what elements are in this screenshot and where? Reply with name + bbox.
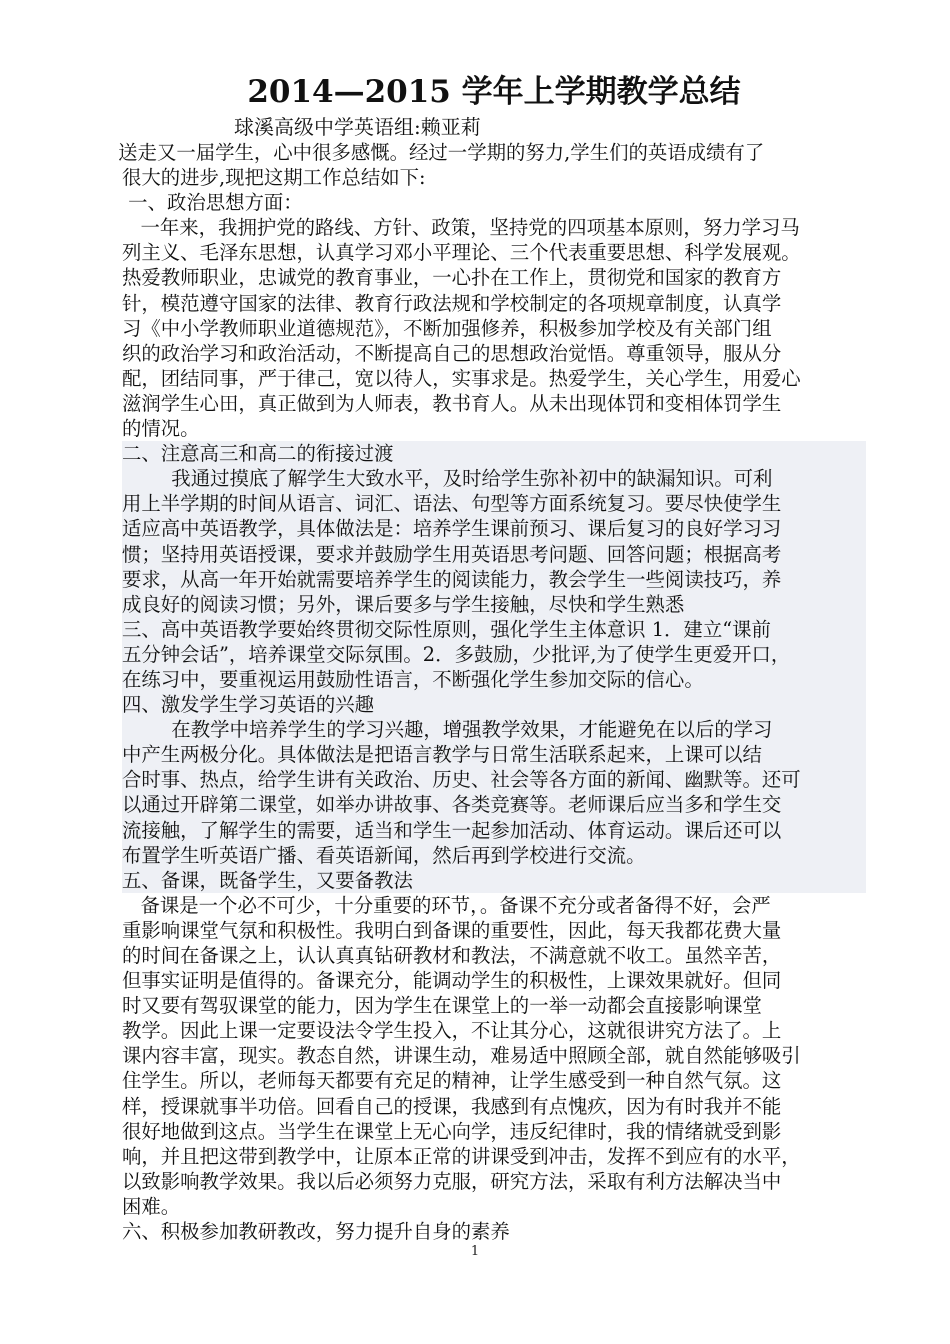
document-author: 球溪高级中学英语组:赖亚莉 (234, 115, 481, 139)
section5-line: 教学。因此上课一定要设法令学生投入，不让其分心，这就很讲究方法了。上 (122, 1019, 782, 1043)
section5-line: 备课是一个必不可少，十分重要的环节，。备课不充分或者备得不好，会严 (122, 893, 771, 917)
section4-line: 流接触，了解学生的需要，适当和学生一起参加活动、体育运动。课后还可以 (122, 818, 866, 843)
section-heading: 一、政治思想方面： (122, 191, 303, 215)
section-heading: 四、激发学生学习英语的兴趣 (122, 692, 866, 717)
section5-line: 以致影响教学效果。我以后必须努力克服，研究方法，采取有利方法解决当中 (122, 1169, 782, 1193)
section4-line: 布置学生听英语广播、看英语新闻，然后再到学校进行交流。 (122, 843, 866, 868)
section1-line: 习《中小学教师职业道德规范》，不断加强修养，积极参加学校及有关部门组 (122, 316, 772, 340)
section3-line: 五分钟会话”，培养课堂交际氛围。2．多鼓励，少批评,为了使学生更爱开口， (122, 642, 866, 667)
section3-line: 三、高中英语教学要始终贯彻交际性原则，强化学生主体意识 1．建立“课前 (122, 617, 866, 642)
section5-line: 课内容丰富，现实。教态自然，讲课生动，难易适中照顾全部，就自然能够吸引 (122, 1044, 801, 1068)
section-heading: 六、积极参加教研教改，努力提升自身的素养 (122, 1220, 510, 1244)
section2-line: 成良好的阅读习惯；另外，课后要多与学生接触，尽快和学生熟悉 (122, 592, 866, 617)
section3-line: 在练习中，要重视运用鼓励性语言，不断强化学生参加交际的信心。 (122, 667, 866, 692)
section5-line: 的时间在备课之上，认认真真钻研教材和教法，不满意就不收工。虽然辛苦， (122, 944, 782, 967)
section-heading: 二、注意高三和高二的衔接过渡 (122, 441, 866, 466)
section5-line: 重影响课堂气氛和积极性。我明白到备课的重要性，因此，每天我都花费大量 (122, 918, 782, 942)
document-title: 2014—2015 学年上学期教学总结 (247, 74, 741, 110)
intro-line: 很大的进步,现把这期工作总结如下: (122, 166, 426, 190)
section1-line: 一年来，我拥护党的路线、方针、政策，坚持党的四项基本原则，努力学习马 (122, 216, 800, 240)
section5-line: 住学生。所以，老师每天都要有充足的精神，让学生感受到一种自然气氛。这 (122, 1069, 782, 1093)
section5-line: 样，授课就事半功倍。回看自己的授课，我感到有点愧疚，因为有时我并不能 (122, 1094, 782, 1118)
section2-line: 我通过摸底了解学生大致水平，及时给学生弥补初中的缺漏知识。可利 (122, 466, 866, 491)
section5-line: 很好地做到这点。当学生在课堂上无心向学，违反纪律时，我的情绪就受到影 (122, 1119, 782, 1143)
section-heading: 五、备课，既备学生，又要备教法 (122, 868, 866, 893)
section1-line: 针，模范遵守国家的法律、教育行政法规和学校制定的各项规章制度，认真学 (122, 291, 782, 315)
section2-line: 适应高中英语教学，具体做法是：培养学生课前预习、课后复习的良好学习习 (122, 516, 866, 541)
section1-line: 热爱教师职业，忠诚党的教育事业，一心扑在工作上，贯彻党和国家的教育方 (122, 266, 782, 290)
section1-line: 的情况。 (122, 417, 200, 441)
section1-line: 滋润学生心田，真正做到为人师表，教书育人。从未出现体罚和变相体罚学生 (122, 391, 782, 415)
section4-line: 在教学中培养学生的学习兴趣，增强教学效果，才能避免在以后的学习 (122, 717, 866, 742)
section2-line: 要求，从高一年开始就需要培养学生的阅读能力，教会学生一些阅读技巧，养 (122, 567, 866, 592)
section5-line: 时又要有驾驭课堂的能力，因为学生在课堂上的一举一动都会直接影响课堂 (122, 994, 762, 1018)
page-number: 1 (470, 1244, 480, 1259)
section2-line: 用上半学期的时间从语言、词汇、语法、句型等方面系统复习。要尽快使学生 (122, 491, 866, 516)
section2-line: 惯；坚持用英语授课，要求并鼓励学生用英语思考问题、回答问题；根据高考 (122, 542, 866, 567)
section1-line: 织的政治学习和政治活动，不断提高自己的思想政治觉悟。尊重领导，服从分 (122, 341, 782, 365)
section4-line: 以通过开辟第二课堂，如举办讲故事、各类竞赛等。老师课后应当多和学生交 (122, 792, 866, 817)
section4-line: 合时事、热点，给学生讲有关政治、历史、社会等各方面的新闻、幽默等。还可 (122, 767, 866, 792)
section1-line: 配，团结同事，严于律己，宽以待人，实事求是。热爱学生，关心学生，用爱心 (122, 366, 801, 390)
section1-line: 列主义、毛泽东思想，认真学习邓小平理论、三个代表重要思想、科学发展观。 (122, 241, 801, 265)
intro-line: 送走又一届学生，心中很多感慨。经过一学期的努力,学生们的英语成绩有了 (112, 141, 765, 164)
section5-line: 但事实证明是值得的。备课充分，能调动学生的积极性，上课效果就好。但同 (122, 969, 782, 993)
section4-line: 中产生两极分化。具体做法是把语言教学与日常生活联系起来，上课可以结 (122, 742, 866, 767)
document-body (112, 140, 866, 1244)
section5-line: 困难。 (122, 1194, 181, 1218)
section5-line: 响，并且把这带到教学中，让原本正常的讲课受到冲击，发挥不到应有的水平， (122, 1144, 801, 1168)
